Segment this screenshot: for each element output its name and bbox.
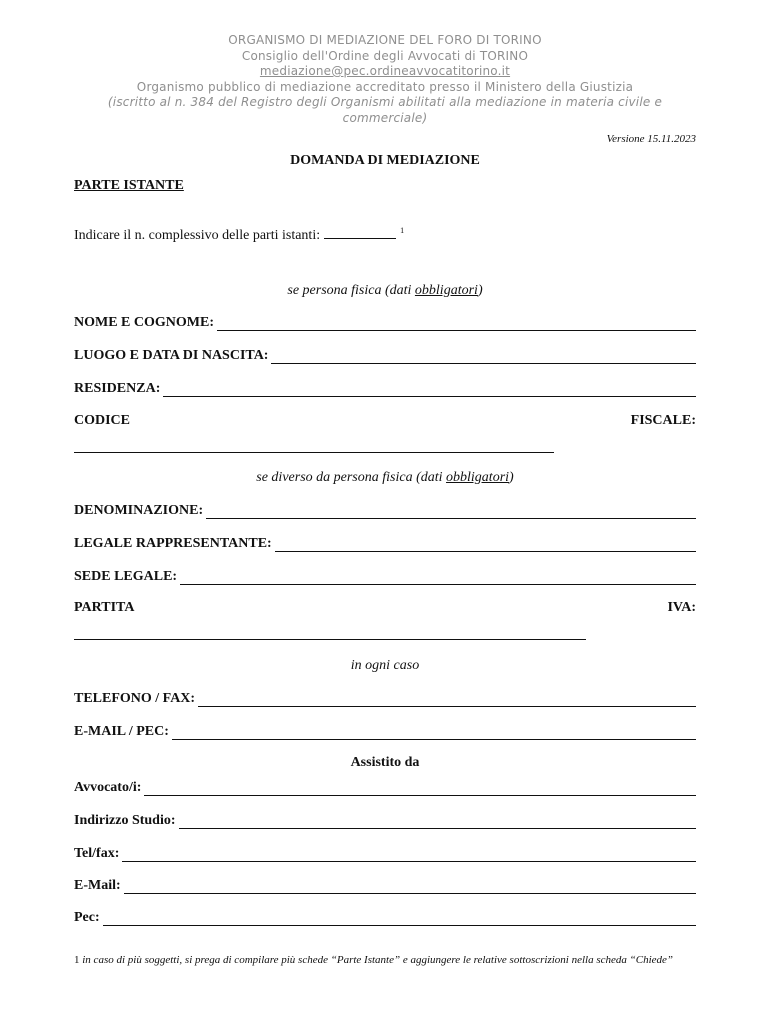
pec-input-line[interactable] — [103, 912, 696, 926]
seat-input-line[interactable] — [180, 571, 696, 585]
tax-code-field — [74, 413, 696, 429]
seat-label: SEDE LEGALE: — [74, 569, 178, 584]
legal-entity-heading — [0, 470, 770, 486]
representative-field[interactable] — [74, 534, 696, 552]
tel-field[interactable] — [74, 844, 696, 862]
lawyer-label: Avvocato/i: — [74, 780, 142, 795]
office-field[interactable] — [74, 811, 696, 829]
section-title: PARTE ISTANTE — [74, 178, 184, 193]
tax-code-input-line[interactable] — [74, 452, 554, 453]
name-label: NOME E COGNOME: — [74, 315, 214, 330]
vat-field — [74, 600, 696, 616]
birth-input-line[interactable] — [271, 350, 696, 364]
denomination-label: DENOMINAZIONE: — [74, 503, 204, 518]
pec-field[interactable] — [74, 908, 696, 926]
council-name: Consiglio dell'Ordine degli Avvocati di TORINO — [241, 48, 529, 63]
organization-name: ORGANISMO DI MEDIAZIONE DEL FORO DI TORINO — [228, 33, 542, 47]
denomination-input-line[interactable] — [206, 505, 696, 519]
footnote-text: in caso di più soggetti, si prega di compilare più schede “Parte Istante” e aggiungere le relative sottoscrizioni nella scheda “Chiede” — [82, 954, 674, 966]
physical-person-heading-close: ) — [477, 283, 483, 298]
seat-field[interactable] — [74, 567, 696, 585]
tax-code-label-left: CODICE — [74, 413, 131, 428]
email-pec-label: E-MAIL / PEC: — [74, 724, 169, 739]
legal-entity-heading-close: ) — [509, 470, 514, 485]
representative-input-line[interactable] — [275, 538, 696, 552]
pec-label: Pec: — [74, 910, 100, 925]
office-input-line[interactable] — [179, 815, 696, 829]
parties-count-row — [74, 226, 404, 244]
footnote-ref: 1 — [400, 226, 405, 236]
footnote — [74, 953, 696, 968]
legal-entity-heading-emph: obbligatori — [446, 470, 510, 485]
physical-person-heading-text: se persona fisica (dati — [287, 283, 415, 298]
name-input-line[interactable] — [217, 317, 696, 331]
physical-person-heading-emph: obbligatori — [414, 283, 478, 298]
residence-label: RESIDENZA: — [74, 381, 161, 396]
legal-entity-heading-text: se diverso da persona fisica (dati — [256, 470, 447, 485]
tel-input-line[interactable] — [122, 848, 696, 862]
name-field[interactable] — [74, 313, 696, 331]
birth-label: LUOGO E DATA DI NASCITA: — [74, 348, 269, 363]
email-pec-field[interactable] — [74, 722, 696, 740]
email-link[interactable]: mediazione@pec.ordineavvocatitorino.it — [259, 64, 511, 78]
version-label: Versione 15.11.2023 — [606, 133, 696, 145]
residence-input-line[interactable] — [163, 383, 696, 397]
registry-text: (iscritto al n. 384 del Registro degli Organismi abilitati alla mediazione in materia civile e commerciale) — [107, 95, 663, 125]
lawyer-email-label: E-Mail: — [74, 878, 121, 893]
parties-count-field[interactable] — [324, 226, 396, 239]
any-case-heading: in ogni caso — [350, 658, 420, 673]
office-label: Indirizzo Studio: — [74, 813, 176, 828]
vat-label-left: PARTITA — [74, 600, 135, 615]
lawyer-input-line[interactable] — [144, 782, 696, 796]
phone-label: TELEFONO / FAX: — [74, 691, 196, 706]
email-pec-input-line[interactable] — [172, 726, 696, 740]
phone-input-line[interactable] — [198, 693, 696, 707]
parties-count-label: Indicare il n. complessivo delle parti istanti: — [74, 228, 321, 243]
document-header — [74, 33, 696, 126]
assisted-heading: Assistito da — [350, 755, 420, 770]
physical-person-heading — [0, 283, 770, 299]
tax-code-label-right: FISCALE: — [630, 413, 696, 428]
lawyer-email-field[interactable] — [74, 876, 696, 894]
denomination-field[interactable] — [74, 501, 696, 519]
vat-input-line[interactable] — [74, 639, 586, 640]
representative-label: LEGALE RAPPRESENTANTE: — [74, 536, 272, 551]
birth-field[interactable] — [74, 346, 696, 364]
tel-label: Tel/fax: — [74, 846, 120, 861]
footnote-number: 1 — [74, 954, 80, 966]
residence-field[interactable] — [74, 379, 696, 397]
phone-field[interactable] — [74, 689, 696, 707]
lawyer-field[interactable] — [74, 778, 696, 796]
lawyer-email-input-line[interactable] — [124, 880, 696, 894]
vat-label-right: IVA: — [667, 600, 696, 615]
accreditation-text: Organismo pubblico di mediazione accreditato presso il Ministero della Giustizia — [136, 79, 634, 94]
document-title: DOMANDA DI MEDIAZIONE — [290, 153, 480, 168]
